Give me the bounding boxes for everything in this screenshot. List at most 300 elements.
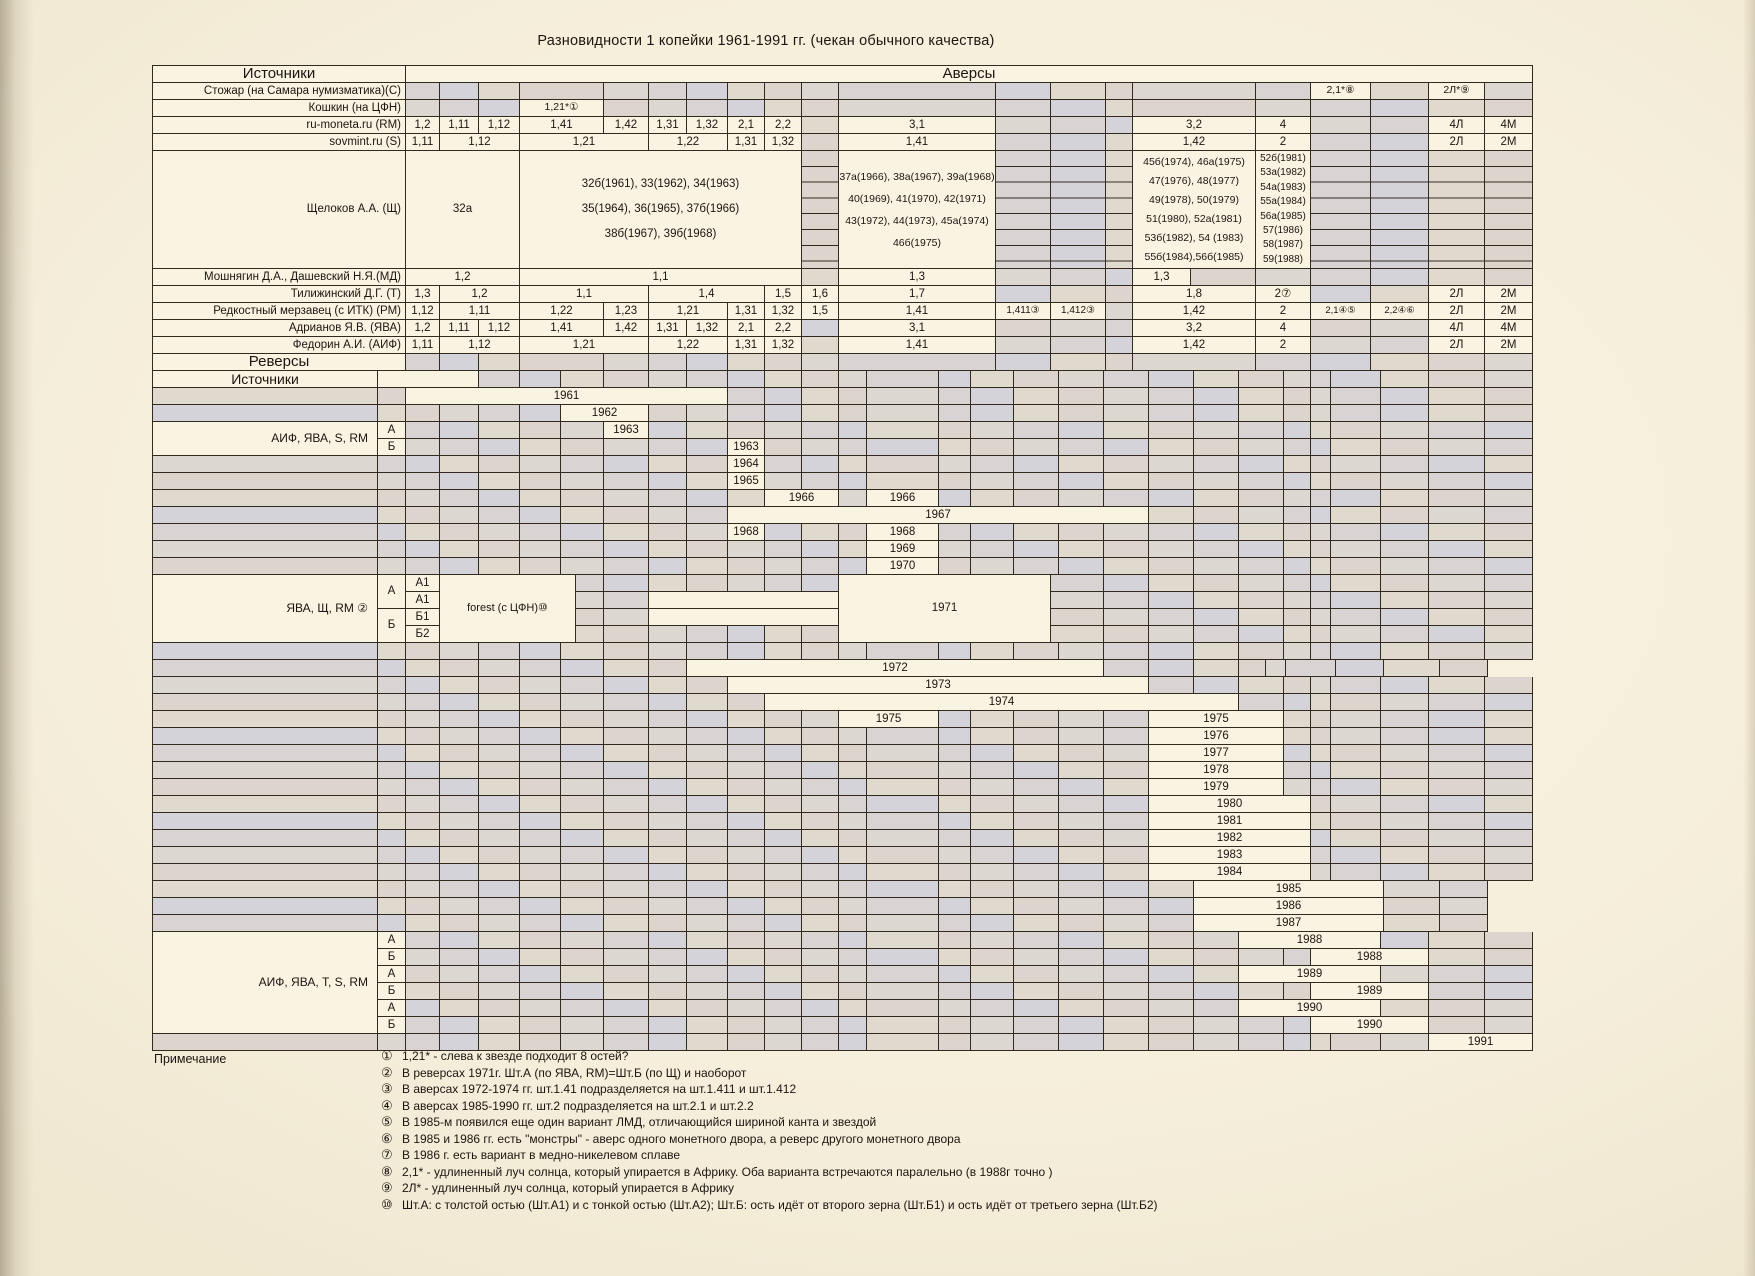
empty-cell — [1331, 473, 1381, 490]
source-label-cell: Редкостный мерзавец (с ИТК) (РМ) — [153, 303, 406, 320]
empty-cell — [1331, 813, 1381, 830]
empty-cell — [520, 779, 561, 796]
letter-cell: Б2 — [406, 626, 440, 643]
empty-cell — [649, 796, 687, 813]
table-row — [406, 626, 440, 643]
empty-cell — [1311, 541, 1331, 558]
empty-cell — [1311, 320, 1371, 337]
empty-cell — [802, 473, 839, 490]
empty-cell — [1381, 456, 1429, 473]
footnote-number: ② — [381, 1064, 393, 1080]
empty-cell — [440, 779, 479, 796]
empty-cell — [867, 847, 939, 864]
empty-cell — [728, 813, 765, 830]
empty-cell — [153, 541, 378, 558]
empty-cell — [1104, 490, 1149, 507]
empty-cell — [1059, 541, 1104, 558]
striped-cell — [802, 151, 839, 269]
empty-cell — [1311, 575, 1331, 592]
table-row — [153, 813, 1533, 830]
variant-cell: 1,32 — [687, 117, 728, 134]
empty-cell — [867, 1017, 939, 1034]
empty-cell — [1284, 745, 1311, 762]
empty-cell — [728, 643, 765, 660]
empty-cell — [1014, 847, 1059, 864]
empty-cell — [867, 643, 939, 660]
empty-cell — [1014, 949, 1059, 966]
empty-cell — [1059, 779, 1104, 796]
empty-cell — [839, 524, 867, 541]
letter-cell: Б1 — [406, 609, 440, 626]
empty-cell — [839, 422, 867, 439]
variant-cell: 2 — [1256, 337, 1311, 354]
empty-cell — [378, 762, 406, 779]
empty-cell — [1384, 881, 1440, 898]
footnote-text: В 1986 г. есть вариант в медно-никелевом сплаве — [402, 1148, 681, 1163]
empty-cell — [378, 881, 406, 898]
empty-cell — [604, 830, 649, 847]
empty-cell — [765, 779, 802, 796]
variant-cell: 1,31 — [728, 303, 765, 320]
empty-cell — [479, 745, 520, 762]
variant-cell: 1,2 — [440, 286, 520, 303]
empty-cell — [867, 898, 939, 915]
table-row — [406, 1000, 1533, 1017]
footnote-text: В реверсах 1971г. Шт.А (по ЯВА, RM)=Шт.Б (по Щ) и наоборот — [402, 1065, 747, 1080]
empty-cell — [561, 490, 604, 507]
empty-cell — [1239, 575, 1284, 592]
empty-cell — [971, 779, 1014, 796]
empty-cell — [687, 524, 728, 541]
empty-cell — [867, 983, 939, 1000]
empty-cell — [649, 694, 687, 711]
empty-cell — [1429, 609, 1485, 626]
empty-cell — [939, 830, 971, 847]
empty-cell — [1059, 643, 1104, 660]
empty-cell — [728, 915, 765, 932]
footnote-item — [381, 1081, 1652, 1098]
table-row — [153, 643, 1533, 660]
empty-cell — [604, 626, 649, 643]
year-bar: 1978 — [1149, 762, 1284, 779]
empty-cell — [765, 541, 802, 558]
empty-cell — [687, 1017, 728, 1034]
table-row — [153, 100, 1533, 117]
empty-cell — [1194, 456, 1239, 473]
empty-cell — [687, 813, 728, 830]
empty-cell — [378, 558, 406, 575]
empty-cell — [520, 796, 561, 813]
empty-cell — [765, 422, 802, 439]
empty-cell — [604, 898, 649, 915]
variant-cell: 1,32 — [765, 134, 802, 151]
source-label-cell: Стожар (на Самара нумизматика)(С) — [153, 83, 406, 100]
empty-cell — [1239, 660, 1266, 677]
striped-cell — [1485, 151, 1533, 269]
empty-cell — [561, 779, 604, 796]
empty-cell — [561, 847, 604, 864]
footnote-text: В аверсах 1972-1974 гг. шт.1.41 подразделяется на шт.1.411 и шт.1.412 — [402, 1082, 797, 1097]
empty-cell — [1331, 456, 1381, 473]
striped-cell — [1371, 151, 1429, 269]
empty-cell — [1149, 439, 1194, 456]
empty-cell — [765, 626, 802, 643]
empty-cell — [1194, 932, 1239, 949]
empty-cell — [1485, 507, 1533, 524]
empty-cell — [1104, 915, 1149, 932]
footnote-item — [381, 1114, 1652, 1131]
empty-cell — [406, 473, 440, 490]
empty-cell — [649, 405, 687, 422]
letter-cell: Б — [378, 983, 406, 1000]
empty-cell — [520, 456, 561, 473]
empty-cell — [867, 745, 939, 762]
empty-cell — [1429, 456, 1485, 473]
empty-cell — [604, 609, 649, 626]
variant-cell: 1,3 — [839, 269, 996, 286]
empty-cell — [1381, 405, 1429, 422]
empty-cell — [939, 456, 971, 473]
empty-cell — [939, 371, 971, 388]
empty-cell — [649, 1000, 687, 1017]
variant-cell: 1,31 — [649, 117, 687, 134]
empty-cell — [604, 100, 649, 117]
empty-cell — [561, 1000, 604, 1017]
empty-cell — [1311, 405, 1331, 422]
empty-cell — [765, 1000, 802, 1017]
empty-cell — [1284, 405, 1311, 422]
empty-cell — [1014, 541, 1059, 558]
empty-cell — [1149, 1017, 1194, 1034]
empty-cell — [687, 541, 728, 558]
variant-cell: 1,21*① — [520, 100, 604, 117]
empty-cell — [1429, 269, 1485, 286]
variant-line: 32б(1961), 33(1962), 34(1963) — [581, 178, 740, 190]
empty-cell — [687, 1000, 728, 1017]
empty-cell — [1149, 660, 1194, 677]
empty-cell — [839, 728, 867, 745]
empty-cell — [1381, 711, 1429, 728]
empty-cell — [1284, 592, 1311, 609]
empty-cell — [649, 932, 687, 949]
empty-cell — [1106, 100, 1133, 117]
empty-cell — [939, 779, 971, 796]
table-row — [378, 439, 406, 456]
cell-group — [576, 575, 839, 643]
empty-cell — [378, 456, 406, 473]
empty-cell — [1331, 796, 1381, 813]
empty-cell — [1149, 592, 1194, 609]
empty-cell — [520, 83, 604, 100]
empty-cell — [153, 711, 378, 728]
variant-cell: forest (с ЦФН)⑩ — [440, 575, 576, 643]
variant-cell: 1,11 — [440, 117, 479, 134]
empty-cell — [728, 422, 765, 439]
empty-cell — [1059, 1000, 1104, 1017]
empty-cell — [996, 320, 1051, 337]
empty-cell — [1051, 354, 1106, 371]
empty-cell — [1381, 643, 1429, 660]
empty-cell — [1239, 524, 1284, 541]
empty-cell — [802, 354, 839, 371]
empty-cell — [939, 745, 971, 762]
year-bar: 1987 — [1194, 915, 1384, 932]
empty-cell — [1429, 507, 1485, 524]
empty-cell — [1104, 626, 1149, 643]
empty-cell — [1485, 456, 1533, 473]
empty-cell — [1104, 558, 1149, 575]
empty-cell — [728, 388, 765, 405]
empty-cell — [604, 796, 649, 813]
empty-cell — [649, 507, 687, 524]
empty-cell — [604, 813, 649, 830]
year-bar: 1988 — [1311, 949, 1429, 966]
empty-cell — [971, 932, 1014, 949]
empty-cell — [378, 507, 406, 524]
empty-cell — [649, 83, 687, 100]
empty-cell — [765, 813, 802, 830]
empty-cell — [479, 762, 520, 779]
empty-cell — [1311, 354, 1371, 371]
empty-cell — [1149, 626, 1194, 643]
empty-cell — [604, 915, 649, 932]
empty-cell — [1239, 473, 1284, 490]
empty-cell — [604, 575, 649, 592]
empty-cell — [939, 643, 971, 660]
empty-cell — [1485, 779, 1533, 796]
empty-cell — [1149, 456, 1194, 473]
empty-cell — [1371, 286, 1429, 303]
empty-cell — [802, 1017, 839, 1034]
variant-line: 38б(1967), 39б(1968) — [604, 228, 717, 240]
empty-cell — [802, 643, 839, 660]
table-row — [406, 932, 1533, 949]
empty-cell — [1485, 796, 1533, 813]
empty-cell — [1381, 524, 1429, 541]
empty-cell — [1429, 575, 1485, 592]
empty-cell — [867, 762, 939, 779]
empty-cell — [1381, 762, 1429, 779]
variant-cell: 1,2 — [406, 117, 440, 134]
variant-line: 55а(1984) — [1260, 196, 1306, 208]
empty-cell — [1311, 864, 1331, 881]
empty-cell — [1440, 915, 1488, 932]
variant-cell: 1,3 — [1133, 269, 1191, 286]
empty-cell — [1485, 626, 1533, 643]
table-row — [153, 711, 1533, 728]
empty-cell — [1381, 422, 1429, 439]
empty-cell — [802, 745, 839, 762]
table-row — [153, 898, 1533, 915]
empty-cell — [687, 456, 728, 473]
empty-cell — [971, 541, 1014, 558]
empty-cell — [1429, 796, 1485, 813]
empty-cell — [440, 422, 479, 439]
empty-cell — [1429, 405, 1485, 422]
empty-cell — [604, 1017, 649, 1034]
year-bar: 1967 — [728, 507, 1149, 524]
empty-cell — [1429, 490, 1485, 507]
cell-group — [378, 575, 406, 643]
empty-cell — [479, 983, 520, 1000]
empty-cell — [971, 1000, 1014, 1017]
year-bar: 1980 — [1149, 796, 1311, 813]
variant-cell: 4 — [1256, 117, 1311, 134]
empty-cell — [867, 728, 939, 745]
empty-cell — [1371, 117, 1429, 134]
variant-cell: 1,22 — [649, 134, 728, 151]
empty-cell — [561, 660, 604, 677]
table-row — [153, 405, 1533, 422]
empty-cell — [1371, 337, 1429, 354]
variant-cell: 4Л — [1429, 117, 1485, 134]
empty-cell — [1149, 405, 1194, 422]
empty-cell — [839, 779, 867, 796]
empty-cell — [649, 813, 687, 830]
empty-cell — [971, 983, 1014, 1000]
empty-cell — [520, 439, 561, 456]
variant-cell: 2,2 — [765, 320, 802, 337]
table-row — [406, 575, 440, 592]
variant-cell: 2Л — [1429, 134, 1485, 151]
letter-cell: Б — [378, 609, 406, 643]
empty-cell — [520, 1000, 561, 1017]
empty-cell — [839, 949, 867, 966]
variant-line: 56а(1985) — [1260, 210, 1306, 222]
empty-cell — [561, 1017, 604, 1034]
empty-cell — [153, 898, 378, 915]
empty-cell — [406, 966, 440, 983]
empty-cell — [1311, 371, 1331, 388]
variant-cell: 1,22 — [649, 337, 728, 354]
empty-cell — [939, 558, 971, 575]
empty-cell — [1311, 609, 1331, 626]
empty-cell — [839, 100, 996, 117]
empty-cell — [728, 966, 765, 983]
empty-cell — [839, 371, 867, 388]
variant-cell: 2Л — [1429, 337, 1485, 354]
empty-cell — [479, 541, 520, 558]
empty-cell — [1429, 745, 1485, 762]
empty-cell — [1429, 1000, 1485, 1017]
striped-cell — [1051, 151, 1106, 269]
empty-cell — [1194, 388, 1239, 405]
year-bar: 1961 — [406, 388, 728, 405]
group-label-cell: АИФ, ЯВА, T, S, RM — [153, 932, 378, 1034]
cell-group — [406, 422, 1533, 456]
variant-cell: 1,31 — [728, 337, 765, 354]
variant-cell: 2,2 — [765, 117, 802, 134]
empty-cell — [406, 1000, 440, 1017]
variant-line: 46б(1975) — [892, 236, 942, 249]
empty-cell — [1014, 881, 1059, 898]
empty-cell — [440, 898, 479, 915]
empty-cell — [839, 898, 867, 915]
empty-cell — [153, 762, 378, 779]
year-bar: 1990 — [1311, 1017, 1429, 1034]
year-bar: 1963 — [604, 422, 649, 439]
empty-cell — [971, 881, 1014, 898]
empty-cell — [1331, 507, 1381, 524]
variant-line: 52б(1981) — [1260, 152, 1306, 164]
empty-cell — [1429, 949, 1485, 966]
empty-cell — [604, 643, 649, 660]
empty-cell — [839, 830, 867, 847]
footnote-number: ③ — [381, 1081, 393, 1097]
empty-cell — [728, 932, 765, 949]
empty-cell — [1381, 779, 1429, 796]
empty-cell — [1311, 337, 1371, 354]
empty-cell — [1331, 643, 1381, 660]
empty-cell — [520, 677, 561, 694]
empty-cell — [839, 915, 867, 932]
empty-cell — [440, 456, 479, 473]
variant-cell: 2М — [1485, 303, 1533, 320]
empty-cell — [604, 983, 649, 1000]
empty-cell — [1381, 388, 1429, 405]
empty-cell — [1104, 405, 1149, 422]
empty-cell — [1331, 609, 1381, 626]
empty-cell — [1429, 1017, 1485, 1034]
empty-cell — [1429, 728, 1485, 745]
empty-cell — [1149, 966, 1194, 983]
empty-cell — [867, 439, 939, 456]
variant-list-cell — [1256, 151, 1311, 269]
empty-cell — [1284, 490, 1311, 507]
empty-cell — [604, 490, 649, 507]
empty-cell — [867, 779, 939, 796]
empty-cell — [1149, 881, 1194, 898]
empty-cell — [687, 83, 728, 100]
empty-cell — [1284, 422, 1311, 439]
empty-cell — [1014, 524, 1059, 541]
empty-cell — [479, 660, 520, 677]
empty-cell — [1485, 813, 1533, 830]
empty-cell — [1331, 677, 1381, 694]
empty-cell — [1059, 558, 1104, 575]
table-row — [153, 932, 1533, 1034]
empty-cell — [839, 558, 867, 575]
empty-cell — [839, 83, 996, 100]
empty-cell — [1194, 1017, 1239, 1034]
empty-cell — [1284, 677, 1311, 694]
source-label-cell: Тилижинский Д.Г. (Т) — [153, 286, 406, 303]
source-label-cell: Щелоков А.А. (Щ) — [153, 151, 406, 269]
empty-cell — [479, 728, 520, 745]
striped-cell — [1429, 151, 1485, 269]
empty-cell — [479, 456, 520, 473]
empty-cell — [1311, 677, 1331, 694]
empty-cell — [1104, 898, 1149, 915]
empty-cell — [479, 100, 520, 117]
variant-cell: 2,1④⑤ — [1311, 303, 1371, 320]
footnote-number: ⑨ — [381, 1180, 393, 1196]
empty-cell — [1059, 898, 1104, 915]
empty-cell — [1485, 609, 1533, 626]
empty-cell — [649, 1017, 687, 1034]
empty-cell — [1311, 626, 1331, 643]
empty-cell — [1104, 439, 1149, 456]
empty-cell — [1239, 592, 1284, 609]
empty-cell — [687, 354, 728, 371]
empty-cell — [1149, 898, 1194, 915]
empty-cell — [520, 473, 561, 490]
variant-cell: 2М — [1485, 134, 1533, 151]
empty-cell — [1194, 592, 1239, 609]
empty-cell — [1104, 796, 1149, 813]
table-row — [406, 422, 1533, 439]
empty-cell — [440, 83, 479, 100]
